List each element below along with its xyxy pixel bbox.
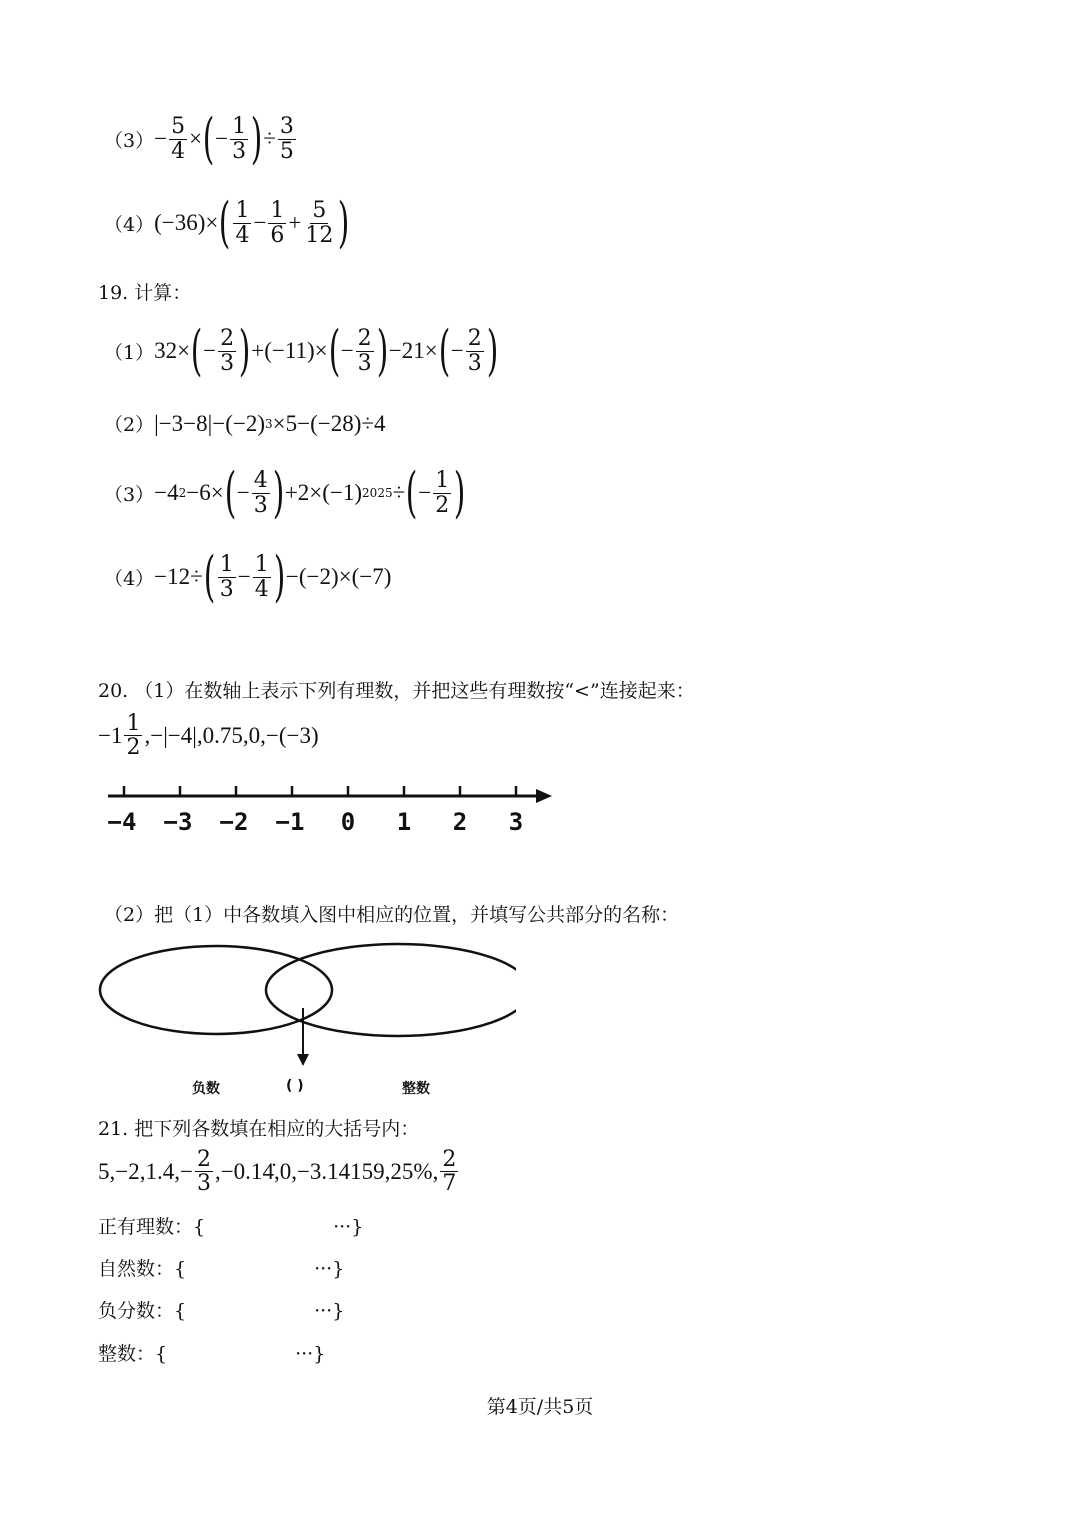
- q18-part4: （4） (−36)× ( $\frac{1}{4}$ − $\frac{1}{6}$ + $\frac{5}{12}$ ): [104, 191, 350, 254]
- q19-title: 19. 计算：: [98, 282, 192, 304]
- venn-middle-label: ( ): [286, 1078, 304, 1094]
- fraction: $\frac{1}{6}$: [270, 198, 285, 248]
- q19-part3: （3） −4 2 −6× ( − $\frac{4}{3}$ ) +2×(−1) 2025 ÷ ( − $\frac{1}{2}$ ): [104, 461, 466, 524]
- fraction: $\frac{5}{4}$: [171, 114, 186, 164]
- q19-part4: （4） −12÷ ( $\frac{1}{3}$ − $\frac{1}{4}$ ) −(−2)×(−7): [104, 545, 392, 608]
- fraction: $\frac{4}{3}$: [253, 468, 268, 518]
- fraction: $\frac{3}{5}$: [279, 114, 294, 164]
- q20-title: 20. （1）在数轴上表示下列有理数，并把这些有理数按“<”连接起来：: [98, 680, 695, 702]
- fraction: $\frac{2}{3}$: [220, 326, 235, 376]
- q18-part4-label: （4）: [104, 213, 155, 236]
- axis-label: 2: [452, 808, 468, 836]
- fraction: $\frac{1}{4}$: [254, 552, 269, 602]
- fraction: $\frac{2}{3}$: [196, 1147, 211, 1197]
- set-integers: 整数：{ ···}: [98, 1343, 326, 1365]
- axis-label: −2: [219, 808, 249, 836]
- axis-label: −1: [275, 808, 305, 836]
- axis-label: 0: [340, 808, 356, 836]
- axis-label: −4: [107, 808, 137, 836]
- axis-label: −3: [163, 808, 193, 836]
- venn-left-label: 负数: [192, 1081, 220, 1097]
- fraction: $\frac{1}{2}$: [126, 711, 141, 761]
- axis-label: 1: [396, 808, 412, 836]
- q19-part2: （2） |−3−8|−(−2) 3 ×5−(−28)÷4: [104, 410, 386, 436]
- axis-label: 3: [508, 808, 524, 836]
- set-natural-numbers: 自然数：{ ···}: [98, 1258, 345, 1280]
- q18-part3-label: （3）: [104, 129, 155, 152]
- fraction: $\frac{2}{3}$: [357, 326, 372, 376]
- q19-part1: （1） 32× ( − $\frac{2}{3}$ ) +(−11)× ( − $\frac{2}{3}$ ) −21× ( − $\frac{2}{3}$ ): [104, 319, 499, 382]
- set-positive-rational: 正有理数：{ ···}: [98, 1216, 364, 1238]
- fraction: $\frac{5}{12}$: [305, 198, 334, 248]
- page-footer: 第4页/共5页: [486, 1396, 594, 1418]
- q20-numbers: −1 $\frac{1}{2}$ ,−|−4|,0.75,0,−(−3): [98, 711, 319, 761]
- fraction: $\frac{1}{2}$: [435, 468, 450, 518]
- venn-right-label: 整数: [402, 1081, 430, 1097]
- q18-part3: （3） − $\frac{5}{4}$ × ( − $\frac{1}{3}$ ) ÷ $\frac{3}{5}$: [104, 107, 294, 170]
- fraction: $\frac{1}{4}$: [235, 198, 250, 248]
- fraction: $\frac{2}{3}$: [467, 326, 482, 376]
- fraction: $\frac{1}{3}$: [232, 114, 247, 164]
- q21-title: 21. 把下列各数填在相应的大括号内：: [98, 1118, 420, 1140]
- q20-part2: （2）把（1）中各数填入图中相应的位置，并填写公共部分的名称：: [104, 904, 680, 926]
- fraction: $\frac{1}{3}$: [219, 552, 234, 602]
- venn-diagram: [96, 936, 516, 1076]
- q21-numbers: 5,−2,1.4,− $\frac{2}{3}$ ,−0.1 4̇ ,0,−3.14159,25%, $\frac{2}{7}$: [98, 1147, 457, 1197]
- fraction: $\frac{2}{7}$: [442, 1147, 457, 1197]
- set-negative-fractions: 负分数：{ ···}: [98, 1300, 345, 1322]
